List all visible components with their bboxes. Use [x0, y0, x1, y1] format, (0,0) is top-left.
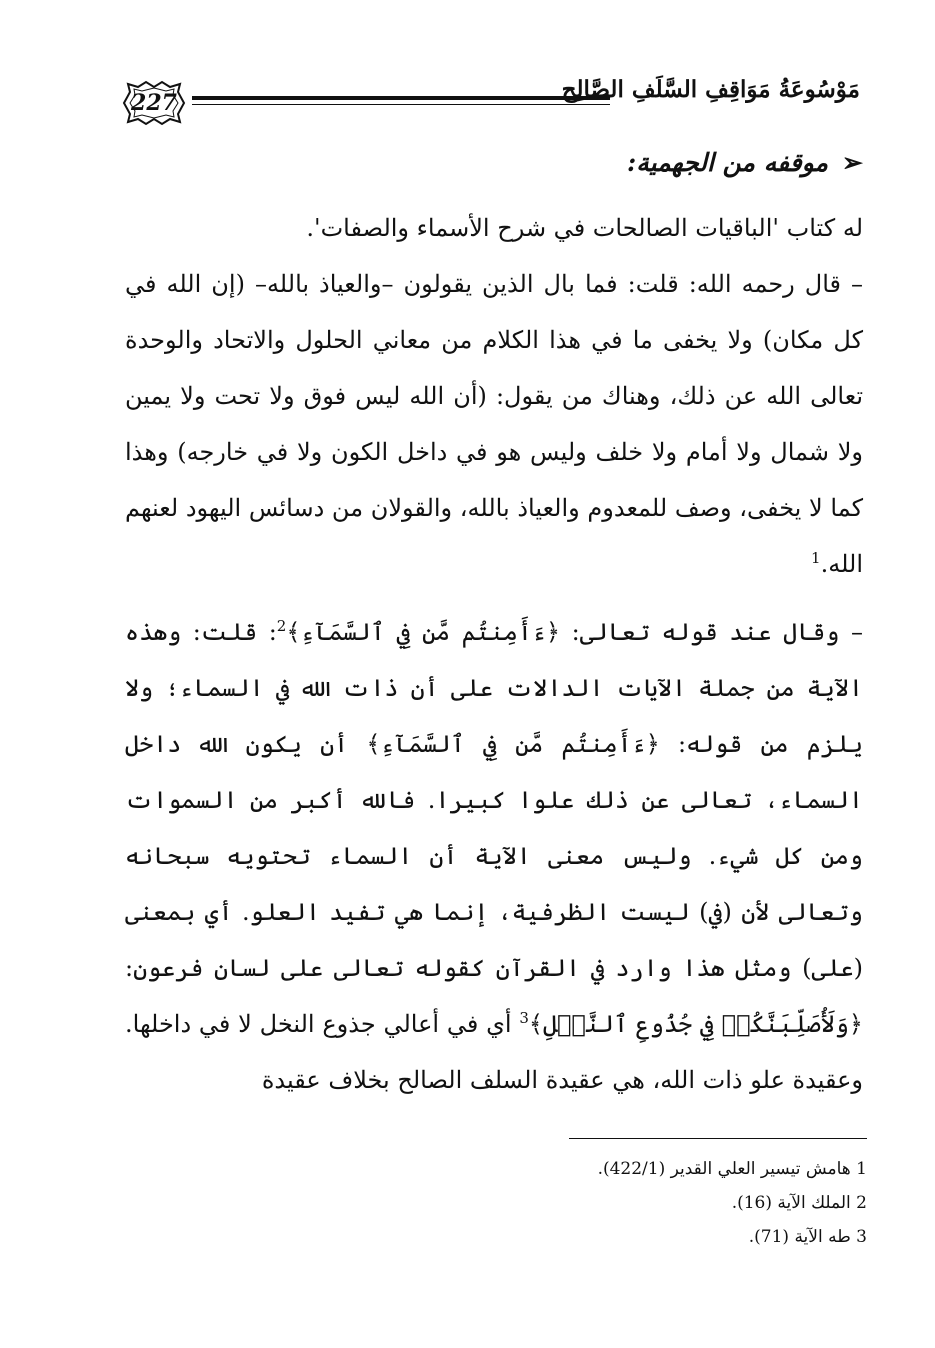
arrow-marker-icon: ➢: [842, 148, 863, 177]
series-title: مَوْسُوعَةُ مَوَاقِفِ السَّلَفِ الصَّالِح: [561, 76, 860, 103]
paragraph-quote-2: [125, 604, 863, 1108]
paragraph-text: له كتاب 'الباقيات الصالحات في شرح الأسماء والصفات'.: [306, 214, 863, 242]
footnote-item: 3 طه الآية (71).: [748, 1227, 867, 1247]
paragraph-text: – قال رحمه الله: قلت: فما بال الذين يقولون –والعياذ بالله– (إن الله في كل مكان) ولا يخفى ما في هذا الكلام من معاني الحلول والاتحاد والوحدة تعالى الله عن ذلك، وهناك من يقول: (أن الله ليس فوق ولا تحت ولا يمين ولا شمال ولا أمام ولا خلف وليس هو في داخل الكون ولا في خارجه) وهذا كما لا يخفى، وصف للمعدوم والعياذ بالله، والقولان من دسائس اليهود لعنهم الله.: [125, 270, 863, 578]
section-heading: [163, 148, 863, 177]
paragraph-book: [125, 200, 863, 256]
paragraph-text: – وقال عند قوله تعالى: ﴿ءَأَمِنتُم مَّن فِي ٱلسَّمَآءِ﴾: [286, 618, 863, 646]
footnote-ref: 2: [276, 617, 287, 635]
header-rule-thin: [192, 104, 610, 105]
footnote-ref: 1: [811, 549, 821, 567]
body-text: [125, 200, 863, 1108]
page-number-badge: [118, 78, 190, 128]
footnote-item: 2 الملك الآية (16).: [731, 1193, 867, 1213]
footnote-separator: [569, 1138, 867, 1139]
page-header: [118, 68, 860, 138]
footnote-ref: 3: [519, 1009, 529, 1027]
paragraph-quote-1: [125, 256, 863, 592]
page-number: 227: [131, 90, 177, 116]
paragraph-text: : قلت: وهذه الآية من جملة الآيات الدالات على أن ذات الله في السماء؛ ولا يلزم من قوله: ﴿ءَأَمِنتُم مَّن فِي ٱلسَّمَآءِ﴾ أن يكون الله داخل السماء، تعالى عن ذلك علوا كبيرا. فالله أكبر من السموات ومن كل شيء. وليس معنى الآية أن السماء تحتويه سبحانه وتعالى لأن (في) ليست الظرفية، إنما هي تفيد العلو. أي بمعنى (على) ومثل هذا وارد في القرآن كقوله تعالى على لسان فرعون: ﴿وَلَأُصَلِّبَنَّكُمۡ فِي جُذُوعِ ٱلنَّخۡلِ﴾: [125, 618, 863, 1038]
header-rule-thick: [192, 96, 610, 100]
paragraph-text: أي في أعالي جذوع النخل لا في داخلها. وعقيدة علو ذات الله، هي عقيدة السلف الصالح بخلاف عقيدة: [125, 1010, 863, 1094]
footnotes: [267, 1152, 867, 1254]
section-heading-text: موقفه من الجهمية:: [627, 148, 829, 177]
footnote-item: 1 هامش تيسير العلي القدير (422/1).: [597, 1159, 867, 1179]
